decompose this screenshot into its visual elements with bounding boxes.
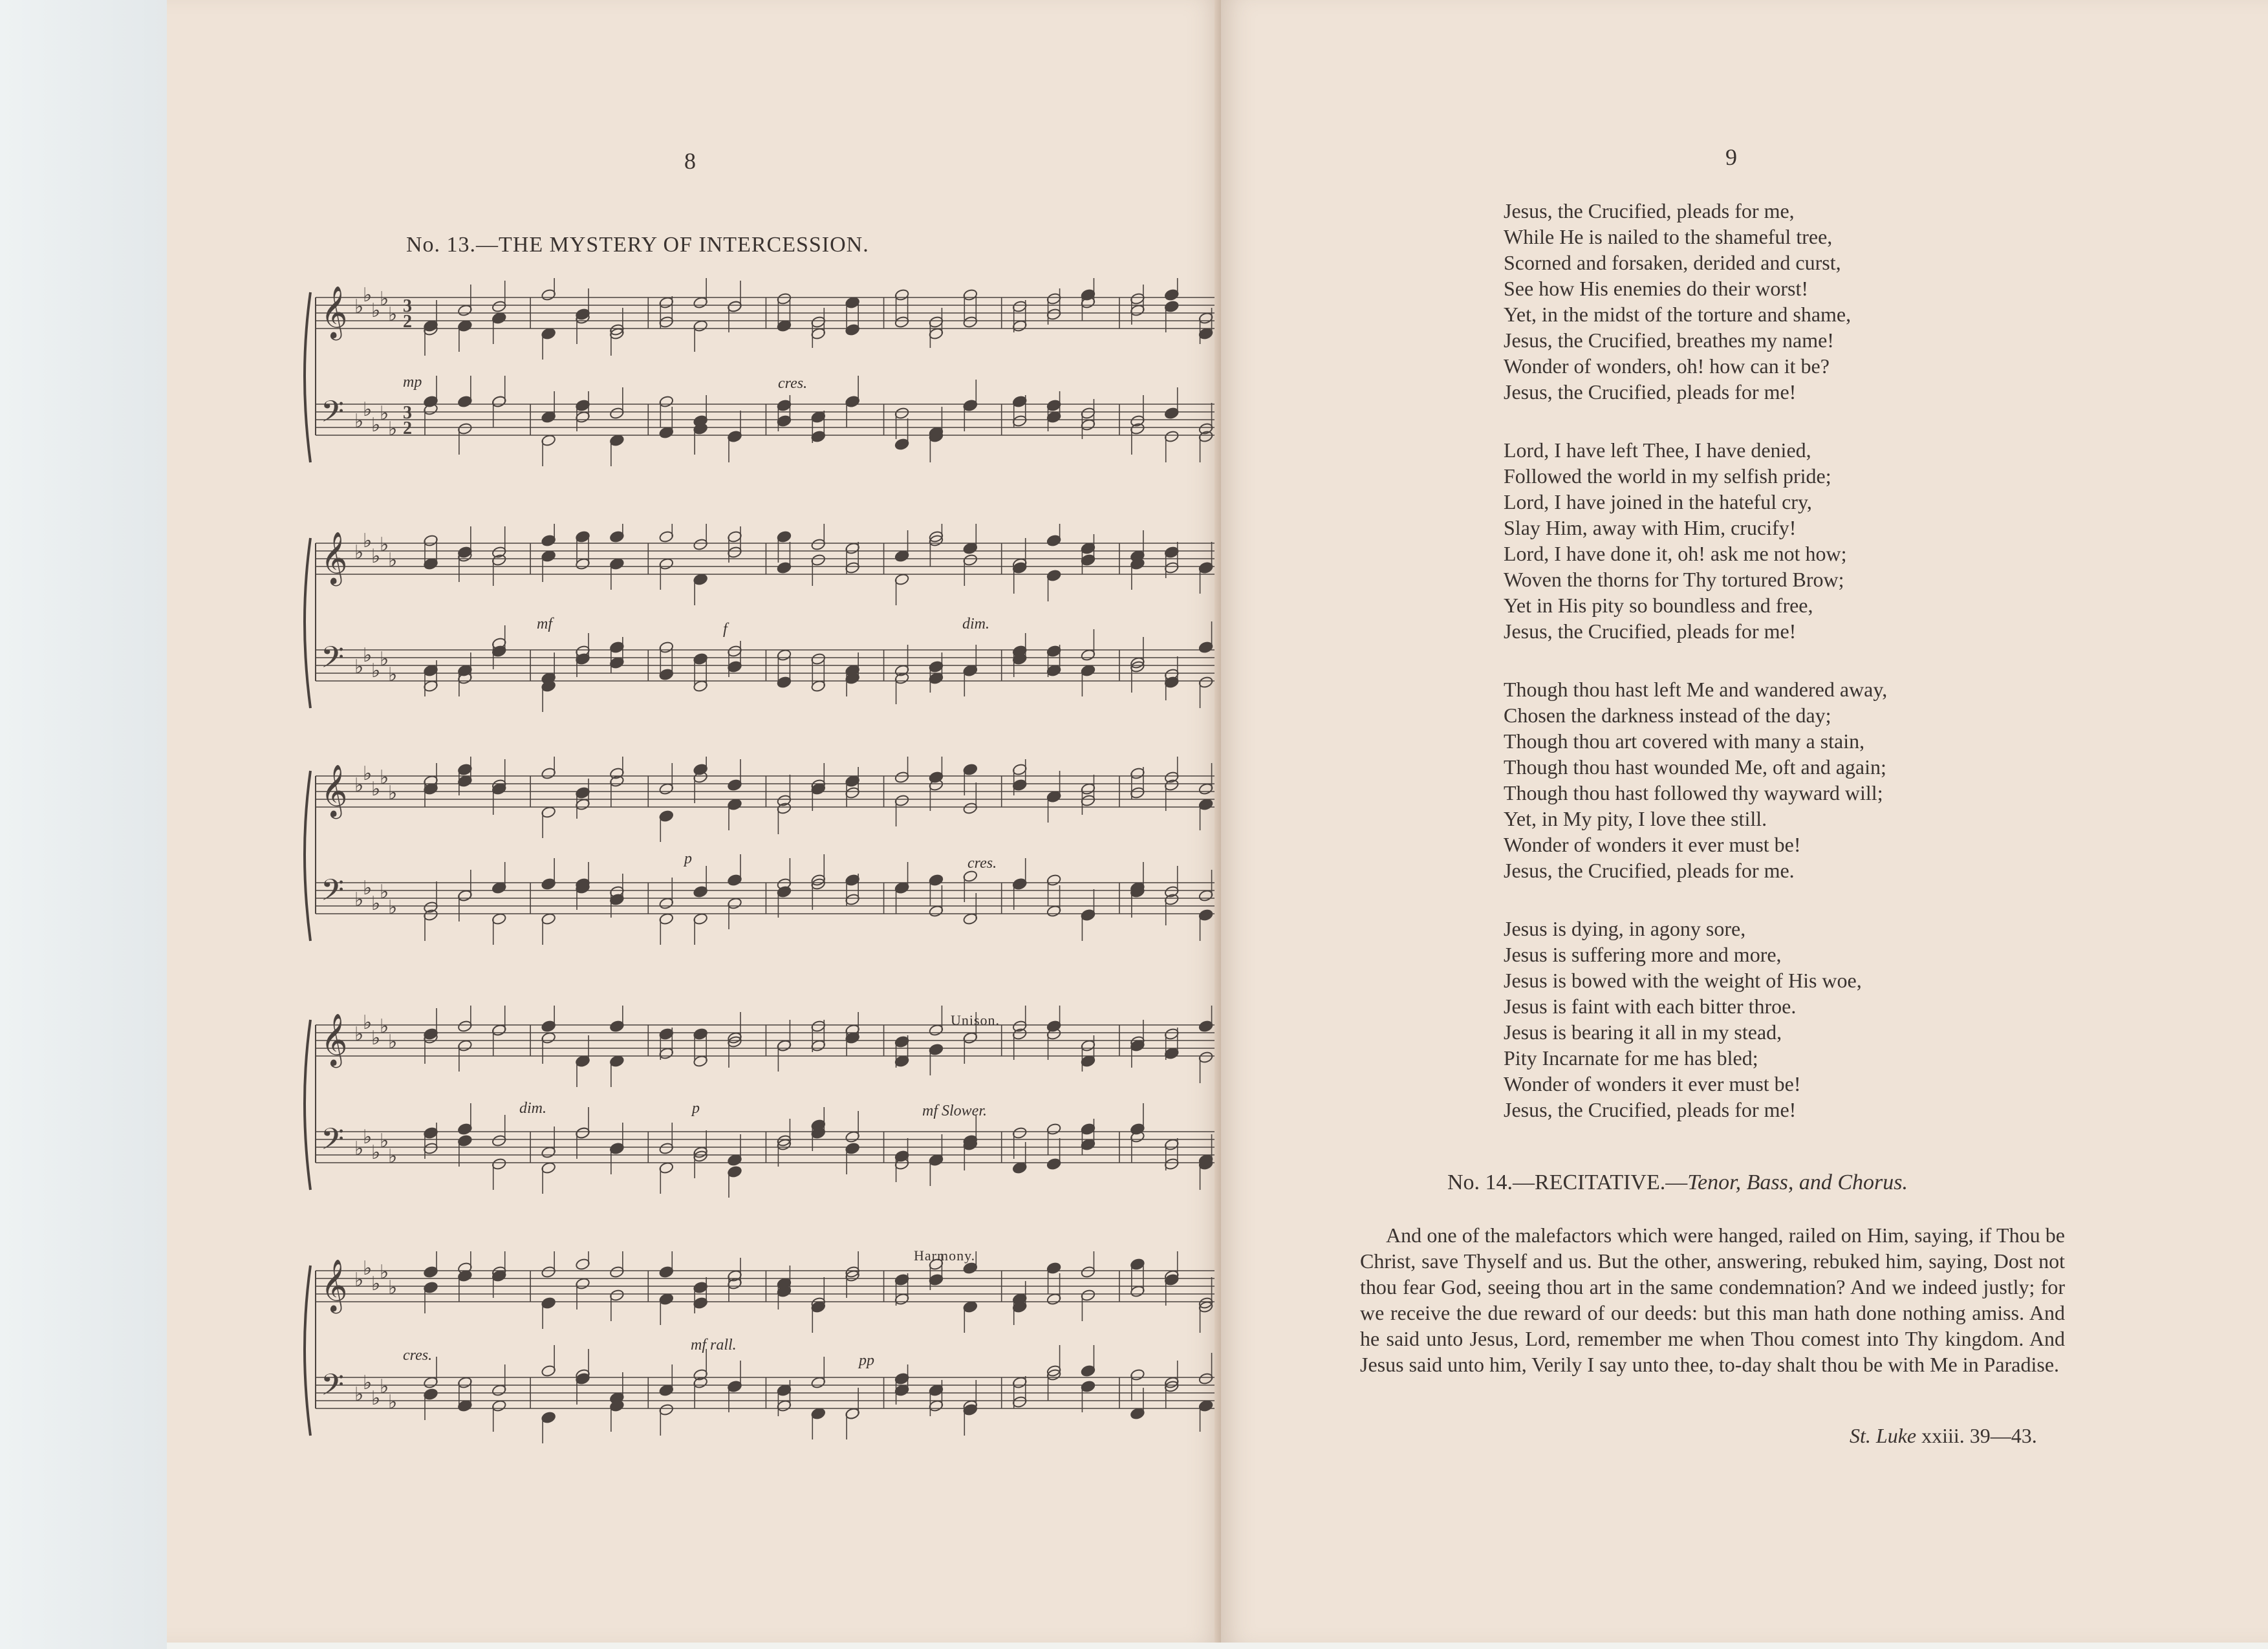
svg-text:♭: ♭ (363, 1257, 373, 1280)
music-system-2 (296, 524, 1240, 718)
svg-text:♭: ♭ (354, 296, 364, 318)
voicing-label: Harmony. (914, 1247, 976, 1264)
verse-line: Jesus is bowed with the weight of His woe, (1504, 969, 1862, 992)
verse-line: Wonder of wonders, oh! how can it be? (1504, 354, 1830, 378)
music-system-3 (296, 757, 1240, 951)
verse-line: Yet in His pity so boundless and free, (1504, 594, 1813, 617)
citation-reference: xxiii. 39—43. (1916, 1424, 2037, 1447)
verse-line: Jesus, the Crucified, pleads for me! (1504, 620, 1797, 643)
svg-text:♭: ♭ (363, 877, 373, 900)
verse-line: Jesus, the Crucified, pleads for me! (1504, 1098, 1797, 1121)
svg-text:♭: ♭ (388, 663, 398, 686)
svg-text:𝄢: 𝄢 (321, 640, 345, 682)
svg-text:♭: ♭ (380, 766, 389, 789)
dynamic-mark: dim. (519, 1100, 546, 1117)
svg-text:♭: ♭ (363, 1126, 373, 1148)
svg-text:♭: ♭ (371, 1273, 381, 1295)
svg-text:♭: ♭ (354, 1023, 364, 1046)
verse-line: Wonder of wonders it ever must be! (1504, 1072, 1801, 1095)
verse-line: Lord, I have joined in the hateful cry, (1504, 490, 1812, 513)
verse-line: Jesus is suffering more and more, (1504, 943, 1782, 966)
svg-text:♭: ♭ (363, 1372, 373, 1394)
svg-text:2: 2 (403, 418, 412, 438)
hymn-title: No. 13.—THE MYSTERY OF INTERCESSION. (406, 233, 869, 257)
svg-text:3: 3 (403, 296, 412, 316)
svg-text:♭: ♭ (371, 545, 381, 568)
svg-text:♭: ♭ (380, 534, 389, 556)
svg-text:𝄞: 𝄞 (321, 764, 348, 817)
verse-line: Lord, I have left Thee, I have denied, (1504, 438, 1811, 462)
dynamic-mark: mp (403, 374, 422, 391)
dynamic-mark: mf (537, 616, 552, 632)
svg-text:♭: ♭ (388, 1391, 398, 1414)
verse-line: Wonder of wonders it ever must be! (1504, 833, 1801, 856)
svg-text:♭: ♭ (388, 303, 398, 326)
svg-text:𝄞: 𝄞 (321, 285, 348, 338)
verse-line: Jesus, the Crucified, pleads for me, (1504, 199, 1795, 222)
music-system-1 (296, 278, 1240, 472)
svg-text:♭: ♭ (380, 1130, 389, 1152)
stanza (1504, 437, 1887, 644)
svg-text:♭: ♭ (388, 1145, 398, 1168)
svg-text:♭: ♭ (380, 1375, 389, 1398)
svg-text:𝄢: 𝄢 (321, 394, 345, 436)
staff-notation (296, 757, 1240, 951)
verse-line: Pity Incarnate for me has bled; (1504, 1046, 1758, 1070)
svg-text:𝄢: 𝄢 (321, 873, 345, 915)
tempo-mark: mf rall. (691, 1337, 737, 1353)
page-number-right: 9 (1725, 144, 1737, 170)
verse-line: Chosen the darkness instead of the day; (1504, 704, 1831, 727)
svg-text:♭: ♭ (371, 414, 381, 436)
dynamic-mark: dim. (962, 616, 989, 632)
dynamic-mark: pp (859, 1352, 874, 1369)
scan-background (0, 0, 168, 1649)
verse-line: Scorned and forsaken, derided and curst, (1504, 251, 1841, 274)
svg-text:♭: ♭ (354, 656, 364, 678)
svg-text:♭: ♭ (388, 896, 398, 919)
verse-line: Jesus, the Crucified, pleads for me. (1504, 859, 1795, 882)
dynamic-mark: cres. (967, 855, 997, 872)
svg-text:♭: ♭ (388, 782, 398, 804)
verse-line: Though thou hast wounded Me, oft and again; (1504, 755, 1886, 779)
verse-line: Woven the thorns for Thy tortured Brow; (1504, 568, 1844, 591)
staff-notation (296, 1251, 1240, 1445)
svg-text:♭: ♭ (354, 1269, 364, 1291)
svg-text:♭: ♭ (388, 418, 398, 440)
svg-text:♭: ♭ (363, 398, 373, 421)
dynamic-mark: cres. (403, 1347, 433, 1364)
voicing-label: Unison. (951, 1012, 1000, 1028)
dynamic-mark: cres. (778, 375, 808, 392)
music-system-4 (296, 1006, 1240, 1200)
verse-line: Lord, I have done it, oh! ask me not how; (1504, 542, 1847, 565)
verse-line: Though thou hast followed thy wayward will; (1504, 781, 1883, 804)
svg-text:♭: ♭ (354, 541, 364, 564)
svg-text:♭: ♭ (354, 774, 364, 797)
svg-text:♭: ♭ (388, 1031, 398, 1053)
verse-line: Jesus is bearing it all in my stead, (1504, 1020, 1782, 1044)
svg-text:♭: ♭ (388, 549, 398, 572)
svg-text:𝄢: 𝄢 (321, 1122, 345, 1164)
svg-text:♭: ♭ (388, 1277, 398, 1299)
verse-line: See how His enemies do their worst! (1504, 277, 1809, 300)
svg-text:♭: ♭ (354, 1383, 364, 1406)
verse-line: Jesus is dying, in agony sore, (1504, 917, 1746, 940)
recitative-voices: Tenor, Bass, and Chorus. (1687, 1170, 1908, 1194)
svg-text:♭: ♭ (371, 892, 381, 915)
verse-line: While He is nailed to the shameful tree, (1504, 225, 1833, 248)
right-page (1221, 0, 2268, 1643)
verse-line: Yet, in the midst of the torture and shame, (1504, 303, 1852, 326)
svg-text:♭: ♭ (380, 648, 389, 671)
svg-text:♭: ♭ (371, 1141, 381, 1164)
staff-notation (296, 1006, 1240, 1200)
svg-text:♭: ♭ (371, 1387, 381, 1410)
svg-text:♭: ♭ (380, 1261, 389, 1284)
svg-text:𝄞: 𝄞 (321, 531, 348, 584)
svg-text:♭: ♭ (363, 530, 373, 552)
dynamic-mark: f (723, 621, 728, 638)
svg-text:♭: ♭ (354, 1137, 364, 1160)
svg-text:♭: ♭ (354, 410, 364, 433)
music-system-5 (296, 1247, 1240, 1445)
svg-text:♭: ♭ (354, 889, 364, 911)
svg-text:♭: ♭ (371, 660, 381, 682)
svg-text:♭: ♭ (363, 762, 373, 785)
staff-notation (296, 278, 1240, 472)
left-page (167, 0, 1221, 1643)
recitative-number: No. 14.—RECITATIVE.— (1447, 1170, 1688, 1194)
svg-text:♭: ♭ (380, 881, 389, 903)
svg-text:♭: ♭ (380, 288, 389, 310)
svg-text:♭: ♭ (371, 1027, 381, 1050)
recitative-text: And one of the malefactors which were hanged, railed on Him, saying, if Thou be Christ, save Thyself and us. But the other, answering, rebuked him, saying, Dost not thou fear God, seeing thou art in the same condemnation? And we indeed justly; for we receive the due reward of our deeds: but this man hath done nothing amiss. And he said unto Jesus, Lord, remember me when Thou comest into Thy kingdom. And Jesus said unto him, Verily I say unto thee, to-day shalt thou be with Me in Paradise. (1360, 1223, 2065, 1376)
citation-book: St. Luke (1850, 1424, 1917, 1447)
svg-text:♭: ♭ (380, 1015, 389, 1038)
svg-text:𝄞: 𝄞 (321, 1258, 348, 1311)
page-number-left: 8 (684, 148, 696, 174)
svg-text:𝄞: 𝄞 (321, 1013, 348, 1066)
stanza (1504, 676, 1887, 883)
hymn-verses (1504, 198, 1887, 1155)
svg-text:♭: ♭ (371, 299, 381, 322)
stanza (1504, 916, 1887, 1123)
svg-text:♭: ♭ (363, 644, 373, 667)
verse-line: Jesus is faint with each bitter throe. (1504, 995, 1797, 1018)
svg-text:♭: ♭ (363, 1011, 373, 1034)
svg-text:♭: ♭ (363, 284, 373, 307)
stanza (1504, 198, 1887, 405)
tempo-mark: mf Slower. (922, 1103, 988, 1119)
verse-line: Followed the world in my selfish pride; (1504, 464, 1831, 488)
verse-line: Yet, in My pity, I love thee still. (1504, 807, 1767, 830)
staff-notation (296, 524, 1240, 718)
svg-text:♭: ♭ (371, 778, 381, 801)
verse-line: Though thou hast left Me and wandered away, (1504, 678, 1888, 701)
verse-line: Though thou art covered with many a stain, (1504, 729, 1865, 753)
verse-line: Jesus, the Crucified, breathes my name! (1504, 329, 1834, 352)
dynamic-mark: p (684, 850, 692, 867)
svg-text:2: 2 (403, 312, 412, 332)
recitative-title (1447, 1170, 1908, 1195)
verse-line: Slay Him, away with Him, crucify! (1504, 516, 1797, 539)
svg-text:3: 3 (403, 403, 412, 423)
verse-line: Jesus, the Crucified, pleads for me! (1504, 380, 1797, 404)
svg-text:𝄢: 𝄢 (321, 1368, 345, 1410)
dynamic-mark: p (692, 1100, 700, 1117)
svg-text:♭: ♭ (380, 402, 389, 425)
scripture-citation (1850, 1424, 2037, 1448)
